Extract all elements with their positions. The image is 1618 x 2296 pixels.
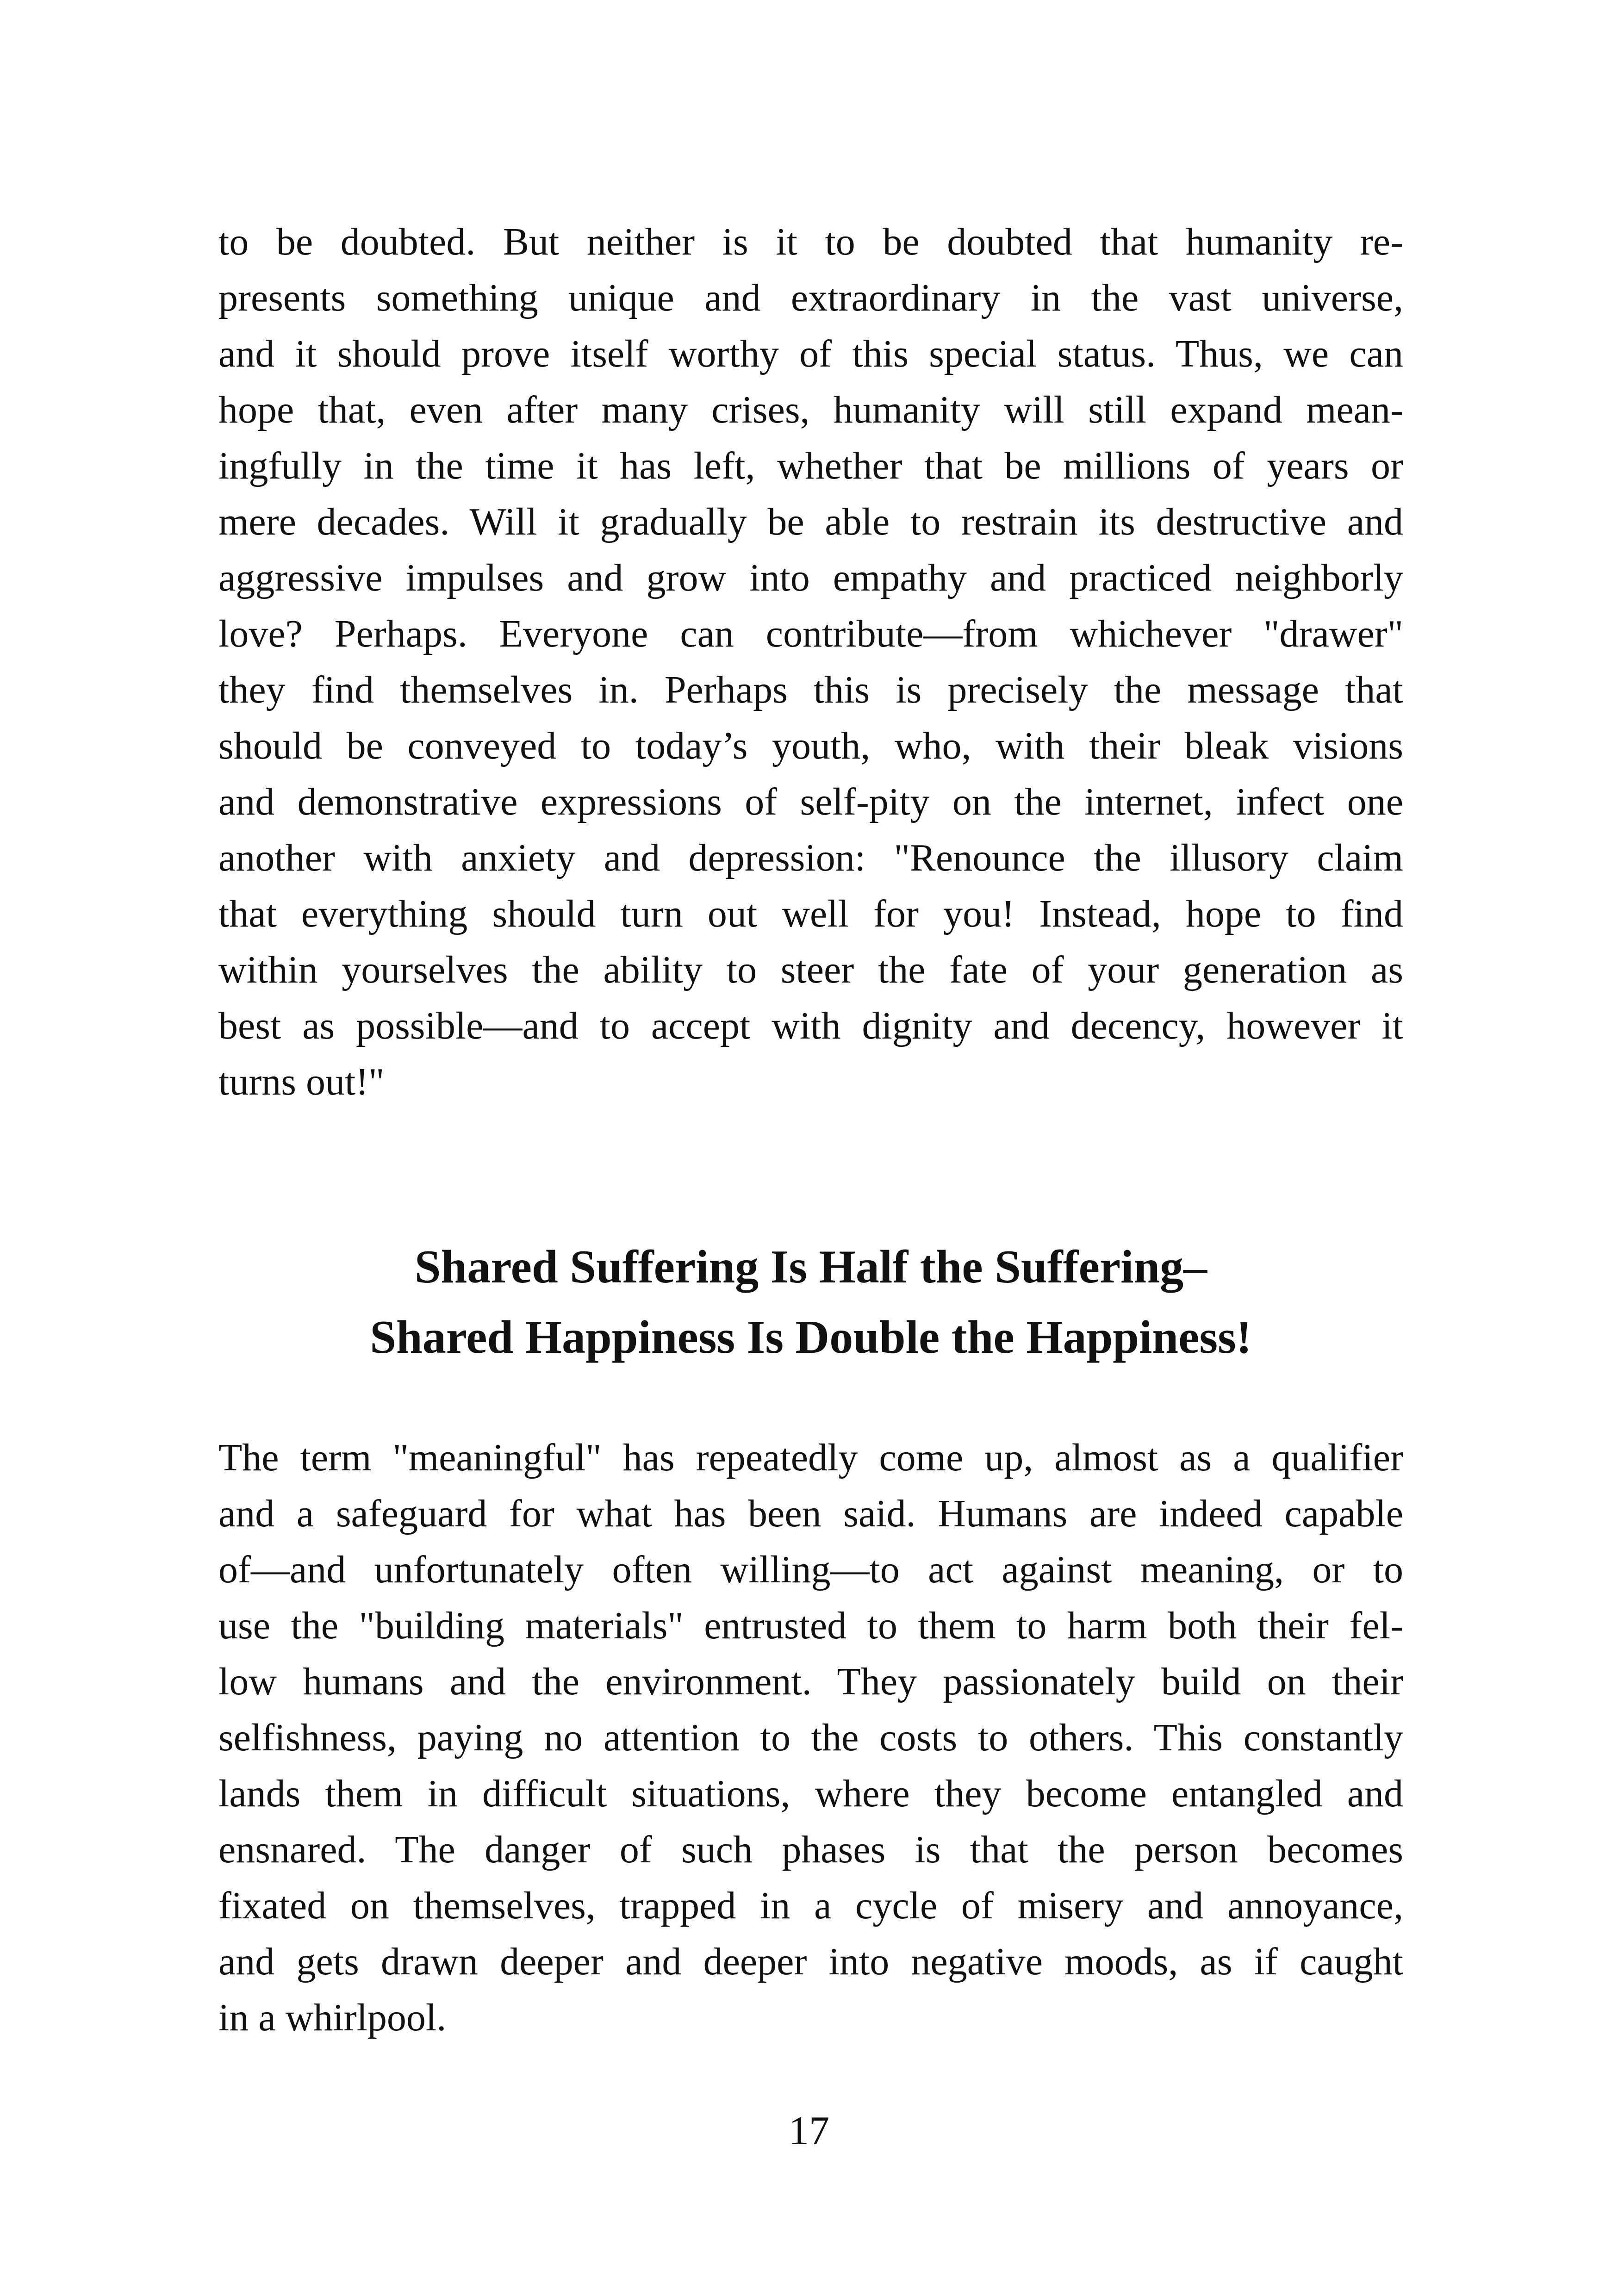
paragraph-line: in a whirlpool. — [218, 1996, 447, 2039]
page-number: 17 — [789, 2109, 829, 2153]
section-heading-line-2: Shared Happiness Is Double the Happiness! — [370, 1311, 1252, 1363]
paragraph-line: ingfully in the time it has left, whether that be millions of years or — [218, 444, 1403, 487]
paragraph-line: to be doubted. But neither is it to be doubted that humanity re- — [218, 220, 1403, 263]
paragraph-line: and it should prove itself worthy of this special status. Thus, we can — [218, 332, 1403, 375]
paragraph-line: that everything should turn out well for you! Instead, hope to find — [218, 892, 1403, 935]
paragraph-line: within yourselves the ability to steer the fate of your generation as — [218, 948, 1403, 991]
paragraph-line: another with anxiety and depression: "Renounce the illusory claim — [218, 836, 1403, 879]
paragraph-line: aggressive impulses and grow into empathy and practiced neighborly — [218, 556, 1403, 599]
paragraph-line: presents something unique and extraordinary in the vast universe, — [218, 276, 1403, 319]
paragraph-line: hope that, even after many crises, humanity will still expand mean- — [218, 388, 1403, 431]
paragraph-line: of—and unfortunately often willing—to act against meaning, or to — [218, 1548, 1403, 1591]
paragraph-line: and demonstrative expressions of self-pity on the internet, infect one — [218, 780, 1403, 823]
paragraph-continued — [218, 214, 1403, 1110]
paragraph-line: ensnared. The danger of such phases is that the person becomes — [218, 1828, 1403, 1871]
paragraph-line: and gets drawn deeper and deeper into negative moods, as if caught — [218, 1940, 1403, 1983]
paragraph-line: they find themselves in. Perhaps this is precisely the message that — [218, 668, 1403, 711]
paragraph-line: should be conveyed to today’s youth, who, with their bleak visions — [218, 724, 1403, 767]
paragraph-line: low humans and the environment. They passionately build on their — [218, 1660, 1403, 1703]
paragraph-line: use the "building materials" entrusted to them to harm both their fel- — [218, 1604, 1403, 1647]
paragraph-line: The term "meaningful" has repeatedly come up, almost as a qualifier — [218, 1436, 1403, 1479]
section-paragraph — [218, 1430, 1403, 2046]
paragraph-line: best as possible—and to accept with dignity and decency, however it — [218, 1004, 1403, 1047]
paragraph-line: love? Perhaps. Everyone can contribute—from whichever "drawer" — [218, 612, 1403, 655]
section-heading-line-1: Shared Suffering Is Half the Suffering– — [414, 1241, 1207, 1293]
paragraph-line: fixated on themselves, trapped in a cycle of misery and annoyance, — [218, 1884, 1403, 1927]
paragraph-line: lands them in difficult situations, where they become entangled and — [218, 1772, 1403, 1815]
paragraph-line: selfishness, paying no attention to the costs to others. This constantly — [218, 1716, 1403, 1759]
paragraph-line: turns out!" — [218, 1060, 385, 1103]
paragraph-line: and a safeguard for what has been said. Humans are indeed capable — [218, 1492, 1403, 1535]
paragraph-line: mere decades. Will it gradually be able to restrain its destructive and — [218, 500, 1403, 543]
